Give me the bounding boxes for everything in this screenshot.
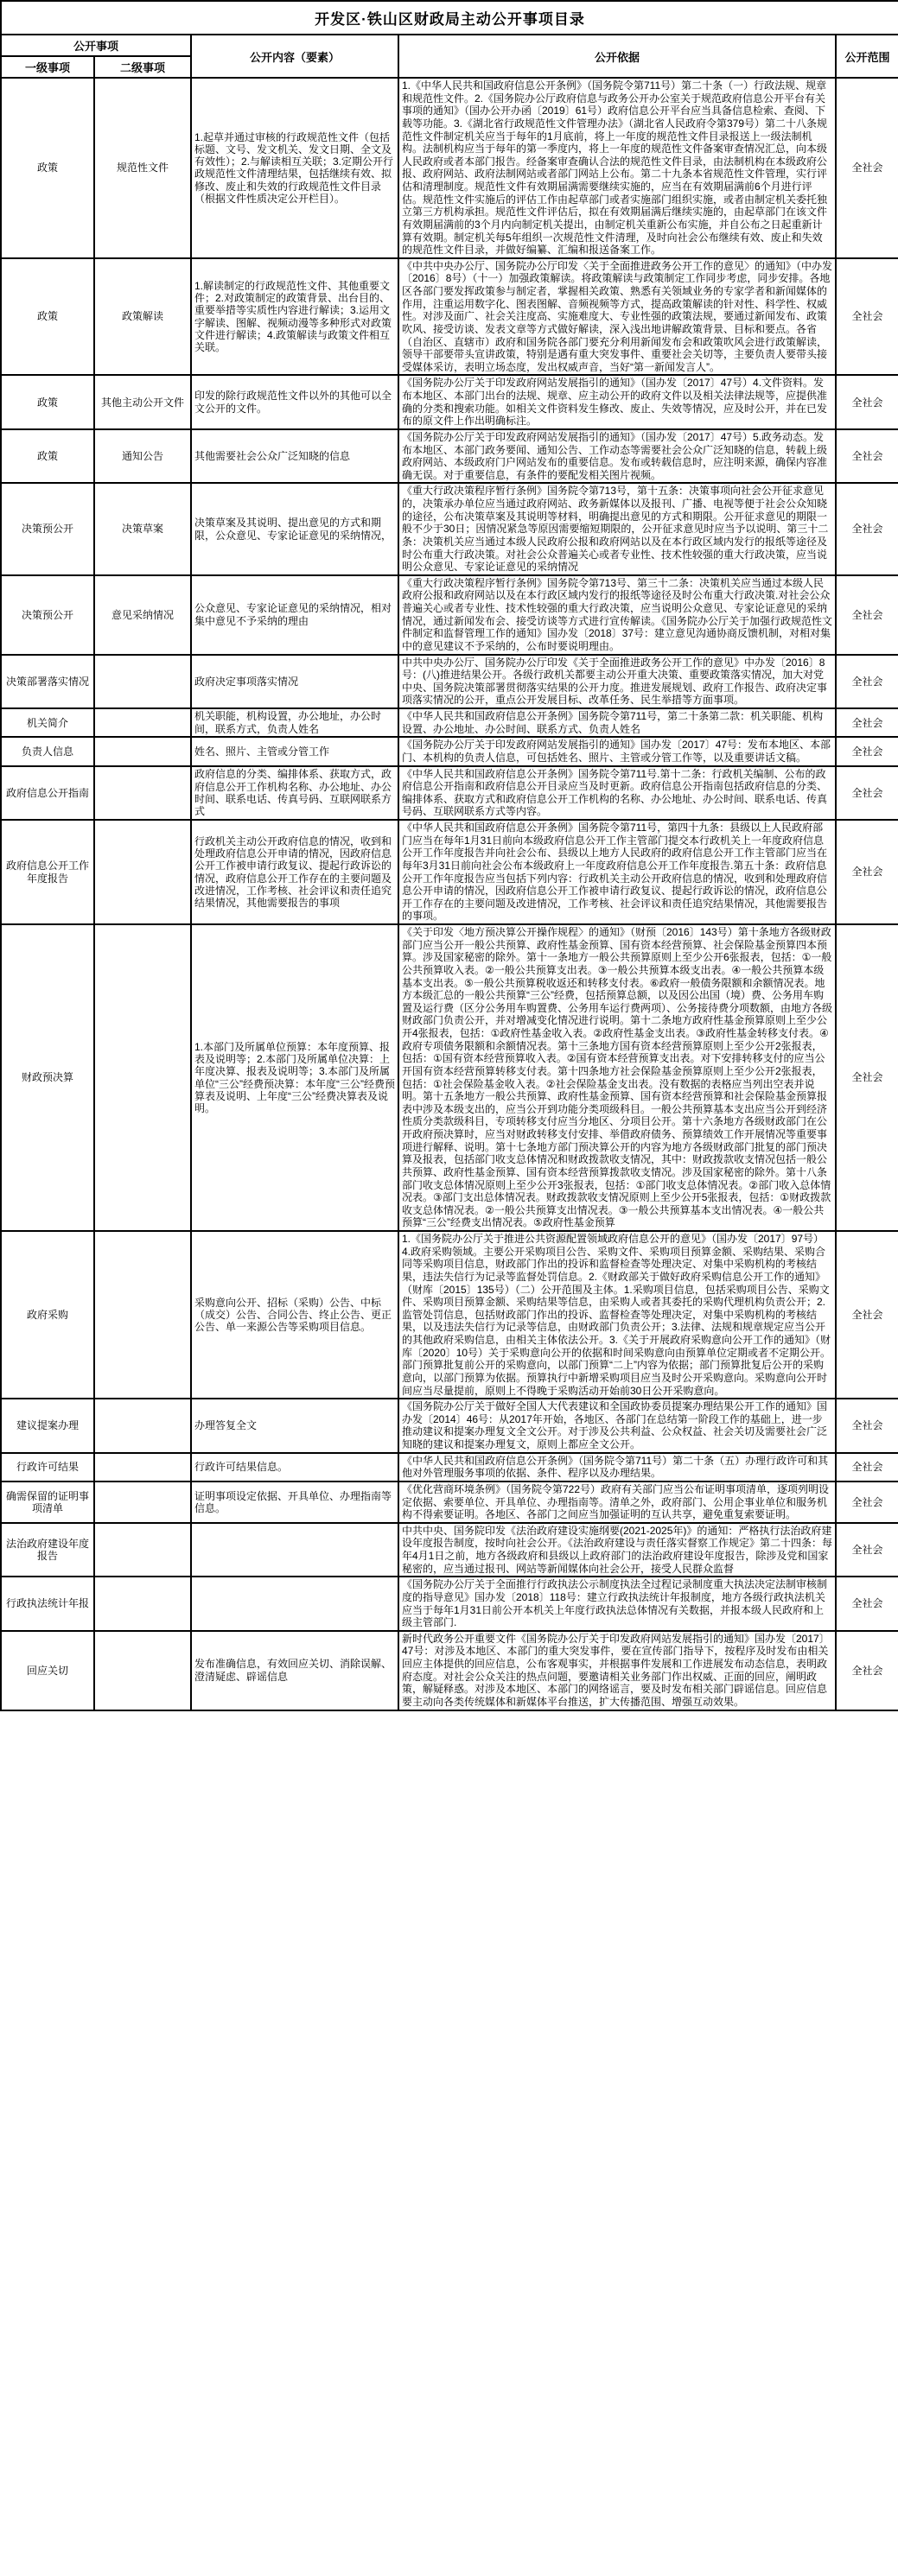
- cell-scope: 全社会: [836, 483, 898, 574]
- cell-scope: 全社会: [836, 924, 898, 1231]
- cell-level2: [94, 1523, 191, 1577]
- cell-content: 行政机关主动公开政府信息的情况，收到和处理政府信息公开申请的情况，因政府信息公开工作被申请行政复议、提起行政诉讼的情况，政府信息公开工作存在的主要问题及改进情况，工作考核、社会评议和责任追究结果情况，其他需要报告的事项: [191, 820, 398, 924]
- cell-level1: 回应关切: [1, 1631, 94, 1710]
- table-row: [1, 1453, 898, 1482]
- cell-content: 1.起草并通过审核的行政规范性文件（包括标题、文号、发文机关、发文日期、全文及有效性）；2.与解读相互关联；3.定期公开行政规范性文件清理结果，包括继续有效、拟修改、废止和失效的行政规范性文件目录（根据文件性质决定公开栏目）。: [191, 78, 398, 258]
- cell-content: 1.解读制定的行政规范性文件、其他重要文件；2.对政策制定的政策背景、出台目的、重要举措等实质性内容进行解读；3.运用文字解读、图解、视频动漫等多种形式对政策文件进行解读；4.政策解读与政策文件相互关联。: [191, 258, 398, 376]
- cell-level1: 建议提案办理: [1, 1399, 94, 1453]
- table-row: [1, 78, 898, 258]
- cell-level2: [94, 655, 191, 709]
- cell-level1: 负责人信息: [1, 737, 94, 765]
- cell-content: 公众意见、专家论证意见的采纳情况，相对集中意见不予采纳的理由: [191, 575, 398, 655]
- cell-level2: 规范性文件: [94, 78, 191, 258]
- cell-level2: [94, 708, 191, 737]
- cell-content: 其他需要社会公众广泛知晓的信息: [191, 429, 398, 484]
- table-row: [1, 820, 898, 924]
- table-row: [1, 483, 898, 574]
- cell-level1: 政府信息公开工作年度报告: [1, 820, 94, 924]
- cell-basis: 《关于印发〈地方预决算公开操作规程〉的通知》（财预〔2016〕143号）第十条地方各级财政部门应当公开一般公共预算、政府性基金预算、国有资本经营预算、社会保险基金预算四本预算。涉及国家秘密的除外。第十一条地方一般公共预算原则上至少公开6张报表，包括：①一般公共预算收入表。②一般公共预算支出表。③一般公共预算本级支出表。④一般公共预算本级基本支出表。⑤一般公共预算税收返还和转移支付表。⑥政府一般债务限额和余额情况表。地方本级汇总的一般公共预算“三公”经费，包括预算总额，以及因公出国（境）费、公务用车购置及运行费（区分公务用车购置费、公务用车运行费两项）、公务接待费分项数额，由地方各级财政部门负责公开，并对增减变化情况进行说明。第十二条地方政府性基金预算原则上至少公开4张报表，包括：①政府性基金收入表。②政府性基金支出表。③政府性基金转移支付表。④政府专项债务限额和余额情况表。第十三条地方国有资本经营预算原则上至少公开2张报表，包括：①国有资本经营预算收入表。②国有资本经营预算支出表。对下安排转移支付的应当公开国有资本经营预算转移支付表。第十四条地方社会保险基金预算原则上至少公开2张报表，包括：①社会保险基金收入表。②社会保险基金支出表。没有数据的表格应当列出空表并说明。第十五条地方一般公共预算、政府性基金预算、国有资本经营预算和社会保险基金预算报表中涉及本级支出的，应当公开到功能分类项级科目。一般公共预算基本支出应当公开到经济性质分类款级科目，专项转移支付应当分地区、分项目公开。第十六条地方各级财政部门在公开政府预决算时，应当对财政转移支付安排、举借政府债务、预算绩效工作开展情况等重要事项进行解释、说明。第十七条地方部门预决算公开的内容为地方各级财政部门批复的部门预决算及报表，包括部门收支总体情况和财政拨款收支情况，其中：财政拨款收支情况包括一般公共预算、政府性基金预算、国有资本经营预算拨款收支情况。涉及国家秘密的除外。第十八条部门收支总体情况原则上至少公开3张报表，包括：①部门收支总体情况表。②部门收入总体情况表。③部门支出总体情况表。财政拨款收支情况原则上至少公开5张报表，包括：①财政拨款收支总体情况表。②一般公共预算支出情况表。③一般公共预算基本支出情况表。④一般公共预算“三公”经费支出情况表。⑤政府性基金预算: [398, 924, 836, 1231]
- cell-basis: 中共中央办公厅、国务院办公厅印发《关于全面推进政务公开工作的意见》中办发〔2016〕8号：(八)推进结果公开。各级行政机关都要主动公开重大决策、重要政策落实情况，加大对党中央、国务院决策部署贯彻落实结果的公开力度。推进发展规划、政府工作报告、政府决定事项落实情况的公开，重点公开发展目标、改革任务、民生举措等方面事项。: [398, 655, 836, 709]
- cell-scope: 全社会: [836, 78, 898, 258]
- cell-basis: 1.《国务院办公厅关于推进公共资源配置领域政府信息公开的意见》（国办发〔2017〕97号）4.政府采购领域。主要公开采购项目公告、采购文件、采购项目预算金额、采购结果、采购合同等采购项目信息，财政部门作出的投诉和监督检查等处理决定、对集中采购机构的考核结果，违法失信行为记录等监督处罚信息。2.《财政部关于做好政府采购信息公开工作的通知》（财库〔2015〕135号）（二）公开范围及主体。1.采购项目信息，包括采购项目公告、采购文件、采购项目预算金额、采购结果等信息，由采购人或者其委托的采购代理机构负责公开；2.监管处罚信息，包括财政部门作出的投诉、监督检查等处理决定，对集中采购机构的考核结果，以及违法失信行为记录等信息，由财政部门负责公开；3.法律、法规和规章规定应当公开的其他政府采购信息，由相关主体依法公开。3.《关于开展政府采购意向公开工作的通知》（财库〔2020〕10号）关于采购意向公开的依据和时间采购意向由预算单位定期或者不定期公开。部门预算批复前公开的采购意向，以部门预算“二上”内容为依据；部门预算批复后公开的采购意向，以部门预算为依据。预算执行中新增采购项目应当及时公开采购意向。采购意向公开时间应当尽量提前，原则上不得晚于采购活动开始前30日公开采购意向。: [398, 1231, 836, 1399]
- table-row: [1, 655, 898, 709]
- cell-level2: [94, 1399, 191, 1453]
- cell-content: 行政许可结果信息。: [191, 1453, 398, 1482]
- cell-scope: 全社会: [836, 1482, 898, 1523]
- cell-level1: 法治政府建设年度报告: [1, 1523, 94, 1577]
- cell-basis: 《国务院办公厅关于做好全国人大代表建议和全国政协委员提案办理结果公开工作的通知》国办发〔2014〕46号：从2017年开始，各地区、各部门在总结第一阶段工作的基础上，进一步推动建议和提案办理复文全文公开。对于涉及公共利益、公众权益、社会关切及需要社会广泛知晓的建议和提案办理复文，原则上都应全文公开。: [398, 1399, 836, 1453]
- cell-content: 政府决定事项落实情况: [191, 655, 398, 709]
- cell-content: 机关职能，机构设置，办公地址，办公时间，联系方式，负责人姓名: [191, 708, 398, 737]
- header-level1: 一级事项: [1, 56, 94, 78]
- table-row: [1, 258, 898, 376]
- table-row: [1, 708, 898, 737]
- cell-level2: 通知公告: [94, 429, 191, 484]
- cell-content: 发布准确信息，有效回应关切、消除误解、澄清疑虑、辟谣信息: [191, 1631, 398, 1710]
- cell-level1: 政府采购: [1, 1231, 94, 1399]
- cell-level2: 政策解读: [94, 258, 191, 376]
- cell-basis: 《中华人民共和国政府信息公开条例》国务院令第711号.第十二条：行政机关编制、公布的政府信息公开指南和政府信息公开目录应当及时更新。政府信息公开指南包括政府信息的分类、编排体系、获取方式和政府信息公开工作机构的名称、办公地址、办公时间、联系电话、传真号码、互联网联系方式等内容。: [398, 766, 836, 821]
- cell-scope: 全社会: [836, 655, 898, 709]
- cell-scope: 全社会: [836, 1577, 898, 1631]
- cell-basis: 《重大行政决策程序暂行条例》国务院令第713号，第十五条：决策事项向社会公开征求意见的，决策承办单位应当通过政府网站、政务新媒体以及报刊、广播、电视等便于社会公众知晓的途径，公布决策草案及其说明等材料，明确提出意见的方式和期限。公开征求意见的期限一般不少于30日；因情况紧急等原因需要缩短期限的，公开征求意见时应当予以说明、第三十二条：决策机关应当通过本级人民政府公报和政府网站以及在本行政区域内发行的报纸等途径及时公布重大行政决策。对社会公众普遍关心或者专业性、技术性较强的重大行政决策，应当说明公众意见、专家论证意见的采纳情况: [398, 483, 836, 574]
- cell-level2: [94, 1482, 191, 1523]
- header-level2: 二级事项: [94, 56, 191, 78]
- cell-level1: 决策预公开: [1, 483, 94, 574]
- cell-basis: 《国务院办公厅关于印发政府网站发展指引的通知》（国办发〔2017〕47号）4.文件资料。发布本地区、本部门出台的法规、规章、应主动公开的政府文件以及相关法律法规等，应提供准确的分类和搜索功能。如相关文件资料发生修改、废止、失效等情况，应及时公开，并在已发布的原文件上作出明确标注。: [398, 375, 836, 429]
- cell-level2: 决策草案: [94, 483, 191, 574]
- cell-basis: 新时代政务公开重要文件《国务院办公厅关于印发政府网站发展指引的通知》国办发〔2017〕47号：对涉及本地区、本部门的重大突发事件，要在宣传部门指导下，按程序及时发布由相关回应主体提供的回应信息，公布客观事实，并根据事件发展和工作进展发布动态信息，表明政府态度。对社会公众关注的热点问题，要邀请相关业务部门作出权威、正面的回应，阐明政策，解疑释惑。对涉及本地区、本部门的网络谣言，要及时发布相关部门辟谣信息。回应信息要主动向各类传统媒体和新媒体平台推送，扩大传播范围、增强互动效果。: [398, 1631, 836, 1710]
- cell-basis: 《国务院办公厅关于印发政府网站发展指引的通知》国办发〔2017〕47号：发布本地区、本部门、本机构的负责人信息，可包括姓名、照片、主管或分管工作等，以及重要讲话文稿。: [398, 737, 836, 765]
- header-disclosure-items: 公开事项: [1, 35, 191, 56]
- cell-scope: 全社会: [836, 708, 898, 737]
- header-scope: 公开范围: [836, 35, 898, 78]
- cell-basis: 《中华人民共和国政府信息公开条例》国务院令第711号，第二十条第二款：机关职能、机构设置、办公地址、办公时间、联系方式、负责人姓名: [398, 708, 836, 737]
- page-title: 开发区·铁山区财政局主动公开事项目录: [1, 1, 898, 35]
- table-row: [1, 1631, 898, 1710]
- header-row-1: [1, 35, 898, 56]
- cell-level2: [94, 1631, 191, 1710]
- cell-level1: 确需保留的证明事项清单: [1, 1482, 94, 1523]
- cell-level2: 意见采纳情况: [94, 575, 191, 655]
- table-row: [1, 1399, 898, 1453]
- cell-basis: 《中华人民共和国政府信息公开条例》国务院令第711号，第四十九条：县级以上人民政府部门应当在每年1月31日前向本级政府信息公开工作主管部门提交本行政机关上一年度政府信息公开工作年度报告并向社会公布、县级以上地方人民政府的政府信息公开工作主管部门应当在每年3月31日前向社会公布本级政府上一年度政府信息公开工作年度报告.第五十条：政府信息公开工作年度报告应当包括下列内容：行政机关主动公开政府信息的情况，收到和处理政府信息公开申请的情况，因政府信息公开工作被申请行政复议、提起行政诉讼的情况，政府信息公开工作存在的主要问题及改进情况，工作考核、社会评议和责任追究结果情况，其他需要报告的事项。: [398, 820, 836, 924]
- table-row: [1, 575, 898, 655]
- cell-content: 政府信息的分类、编排体系、获取方式，政府信息公开工作机构名称、办公地址、办公时间、联系电话、传真号码、互联网联系方式: [191, 766, 398, 821]
- cell-content: 姓名、照片、主管或分管工作: [191, 737, 398, 765]
- cell-level1: 政策: [1, 375, 94, 429]
- table-row: [1, 924, 898, 1231]
- cell-content: 印发的除行政规范性文件以外的其他可以全文公开的文件。: [191, 375, 398, 429]
- cell-scope: 全社会: [836, 575, 898, 655]
- table-row: [1, 429, 898, 484]
- cell-basis: 《中华人民共和国政府信息公开条例》（国务院令第711号）第二十条（五）办理行政许可和其他对外管理服务事项的依据、条件、程序以及办理结果。: [398, 1453, 836, 1482]
- cell-content: 办理答复全文: [191, 1399, 398, 1453]
- title-row: [1, 1, 898, 35]
- cell-level1: 政府信息公开指南: [1, 766, 94, 821]
- cell-basis: 《国务院办公厅关于全面推行行政执法公示制度执法全过程记录制度重大执法决定法制审核制度的指导意见》国办发〔2018〕118号：建立行政执法统计年报制度，地方各级行政执法机关应当于每年1月31日前公开本机关上年度行政执法总体情况有关数据，并报本级人民政府和上级主管部门.: [398, 1577, 836, 1631]
- cell-level1: 政策: [1, 258, 94, 376]
- cell-scope: 全社会: [836, 766, 898, 821]
- cell-level2: [94, 1231, 191, 1399]
- header-content: 公开内容（要素）: [191, 35, 398, 78]
- cell-basis: 《中共中央办公厅、国务院办公厅印发〈关于全面推进政务公开工作的意见〉的通知》（中办发〔2016〕8号）（十一）加强政策解读。将政策解读与政策制定工作同步考虑，同步安排。各地区各部门要发挥政策参与制定者，掌握相关政策、熟悉有关领域业务的专家学者和新闻媒体的作用，注重运用数字化、图表图解、音频视频等方式，提高政策解读的针对性、科学性、权威性。对涉及面广、社会关注度高、实施难度大、专业性强的政策法规，要通过新闻发布、政策吹风、接受访谈、发表文章等方式做好解读，深入浅出地讲解政策背景、目标和要点。各省（自治区、直辖市）政府和国务院各部门要充分利用新闻发布会和政策吹风会进行政策解读，领导干部要带头宣讲政策，特别是遇有重大突发事件、重要社会关切等，主要负责人要带头接受媒体采访，表明立场态度，发出权威声音，当好“第一新闻发言人”。: [398, 258, 836, 376]
- cell-level1: 政策: [1, 78, 94, 258]
- table-row: [1, 766, 898, 821]
- cell-content: 1.本部门及所属单位预算：本年度预算、报表及说明等；2.本部门及所属单位决算：上年度决算、报表及说明等；3.本部门及所属单位“三公”经费预决算：本年度“三公”经费预算表及说明、上年度“三公”经费决算表及说明。: [191, 924, 398, 1231]
- cell-scope: 全社会: [836, 737, 898, 765]
- cell-basis: 中共中央、国务院印发《法治政府建设实施纲要(2021-2025年)》的通知：严格执行法治政府建设年度报告制度，按时向社会公开。《法治政府建设与责任落实督察工作规定》第二十四条：每年4月1日之前，地方各级政府和县级以上政府部门的法治政府建设年度报告，除涉及党和国家秘密的，应当通过报刊、网站等新闻媒体向社会公开，接受人民群众监督: [398, 1523, 836, 1577]
- cell-level1: 机关简介: [1, 708, 94, 737]
- cell-content: 决策草案及其说明、提出意见的方式和期限，公众意见、专家论证意见的采纳情况，: [191, 483, 398, 574]
- table-row: [1, 1231, 898, 1399]
- cell-basis: 《重大行政决策程序暂行条例》国务院令第713号、第三十二条：决策机关应当通过本级人民政府公报和政府网站以及在本行政区域内发行的报纸等途径及时公布重大行政决策.对社会公众普遍关心或者专业性、技术性较强的重大行政决策，应当说明公众意见、专家论证意见的采纳情况，通过新闻发布会、接受访谈等方式进行宣传解读。《国务院办公厅关于加强行政规范性文件制定和监督管理工作的通知》国办发〔2018〕37号：建立意见沟通协商反馈机制，对相对集中的意见建议不予采纳的，公布时要说明理由。: [398, 575, 836, 655]
- cell-level2: 其他主动公开文件: [94, 375, 191, 429]
- cell-level1: 财政预决算: [1, 924, 94, 1231]
- table-row: [1, 1482, 898, 1523]
- cell-level2: [94, 1453, 191, 1482]
- table-body: [1, 78, 898, 1710]
- cell-level2: [94, 766, 191, 821]
- cell-level1: 决策部署落实情况: [1, 655, 94, 709]
- table-row: [1, 1577, 898, 1631]
- cell-level2: [94, 737, 191, 765]
- cell-level2: [94, 924, 191, 1231]
- cell-scope: 全社会: [836, 1631, 898, 1710]
- cell-level1: 政策: [1, 429, 94, 484]
- cell-content: [191, 1523, 398, 1577]
- table-row: [1, 1523, 898, 1577]
- cell-content: 证明事项设定依据、开具单位、办理指南等信息。: [191, 1482, 398, 1523]
- cell-level2: [94, 1577, 191, 1631]
- cell-content: 采购意向公开、招标（采购）公告、中标（成交）公告、合同公告、终止公告、更正公告、单一来源公告等采购项目信息。: [191, 1231, 398, 1399]
- cell-level1: 行政执法统计年报: [1, 1577, 94, 1631]
- cell-scope: 全社会: [836, 1523, 898, 1577]
- cell-scope: 全社会: [836, 820, 898, 924]
- cell-level2: [94, 820, 191, 924]
- cell-level1: 行政许可结果: [1, 1453, 94, 1482]
- header-basis: 公开依据: [398, 35, 836, 78]
- cell-scope: 全社会: [836, 429, 898, 484]
- cell-scope: 全社会: [836, 1231, 898, 1399]
- cell-basis: 1.《中华人民共和国政府信息公开条例》（国务院令第711号）第二十条（一）行政法规、规章和规范性文件。2.《国务院办公厅政府信息与政务公开办公室关于规范政府信息公开平台有关事项的通知》（国办公开办函〔2019〕61号）政府信息公开平台应当具备信息检索、查阅、下载等功能。3.《湖北省行政规范性文件管理办法》（湖北省人民政府令第379号）第二十八条规范性文件制定机关应当于每年的1月底前，将上一年度的规范性文件目录报送上一级法制机构。法制机构应当于每年的第一季度内，将上一年度的规范性文件备案审查情况汇总，向本级人民政府或者本部门报告。经备案审查确认合法的规范性文件目录，由法制机构在本级政府公报、政府网站、政府法制网站或者部门网站上公布。第二十九条本省规范性文件管理，实行评估和清理制度。规范性文件有效期届满需要继续实施的，应当在有效期届满前6个月进行评估。规范性文件实施后的评估工作由起草部门或者实施部门组织实施，或者由制定机关委托独立第三方机构承担。规范性文件评估后，拟在有效期届满后继续实施的，由起草部门在该文件有效期届满前的3个月内向制定机关提出，由制定机关重新公布实施，并自公布之日起重新计算有效期。制定机关每5年组织一次规范性文件清理，及时向社会公布继续有效、废止和失效的规范性文件目录，并做好编纂、汇编和报送备案工作。: [398, 78, 836, 258]
- table-row: [1, 375, 898, 429]
- cell-scope: 全社会: [836, 258, 898, 376]
- cell-scope: 全社会: [836, 1453, 898, 1482]
- cell-basis: 《国务院办公厅关于印发政府网站发展指引的通知》（国办发〔2017〕47号）5.政务动态。发布本地区、本部门政务要闻、通知公告、工作动态等需要社会公众广泛知晓的信息，转载上级政府网站、本级政府门户网站发布的重要信息。发布或转载信息时，应注明来源，确保内容准确无误。对于重要信息，有条件的要配发相关图片视频。: [398, 429, 836, 484]
- cell-scope: 全社会: [836, 1399, 898, 1453]
- cell-content: [191, 1577, 398, 1631]
- cell-level1: 决策预公开: [1, 575, 94, 655]
- table-row: [1, 737, 898, 765]
- cell-basis: 《优化营商环境条例》（国务院令第722号）政府有关部门应当公布证明事项清单，逐项列明设定依据、索要单位、开具单位、办理指南等。清单之外，政府部门、公用企事业单位和服务机构不得索要证明。各地区、各部门之间应当加强证明的互认共享，避免重复索要证明。: [398, 1482, 836, 1523]
- cell-scope: 全社会: [836, 375, 898, 429]
